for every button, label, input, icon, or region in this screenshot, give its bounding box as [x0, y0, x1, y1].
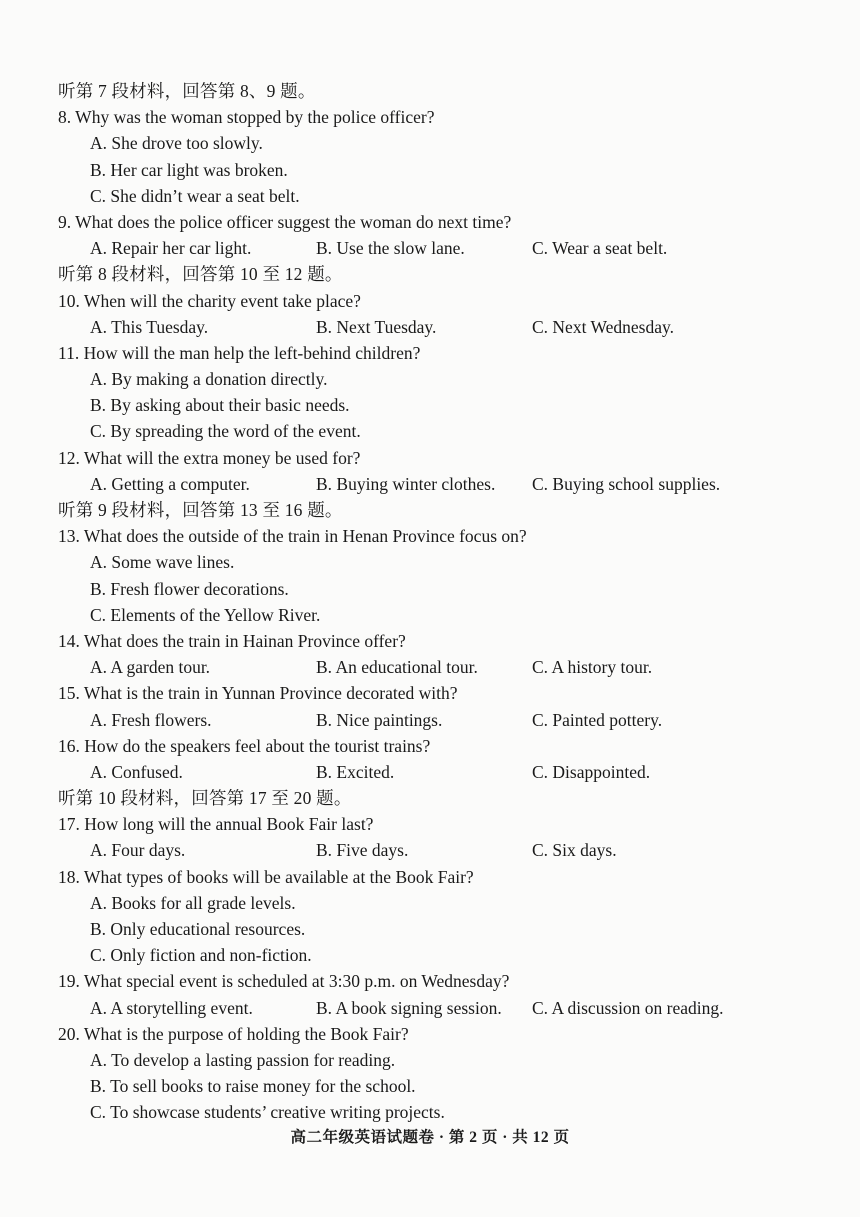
page-footer: 高二年级英语试题卷 · 第 2 页 · 共 12 页 [290, 1129, 570, 1146]
option-c: C. Next Wednesday. [532, 316, 674, 337]
option-c: C. A history tour. [532, 657, 653, 678]
option-c: C. Six days. [532, 840, 617, 861]
question-stem: 17. How long will the annual Book Fair last? [58, 814, 374, 835]
option-b: B. Use the slow lane. [316, 238, 465, 259]
options-row [58, 837, 820, 863]
option-a: A. Confused. [90, 761, 183, 782]
option-c: C. By spreading the word of the event. [90, 421, 361, 442]
option-c: C. Painted pottery. [532, 709, 663, 730]
section-header: 听第 9 段材料，回答第 13 至 16 题。 [58, 500, 343, 520]
option-a: A. A storytelling event. [90, 997, 253, 1018]
option-b: B. Next Tuesday. [316, 316, 437, 337]
question-stem: 11. How will the man help the left-behind children? [58, 342, 421, 363]
option-a: A. A garden tour. [90, 657, 211, 678]
option-b: B. Nice paintings. [316, 709, 443, 730]
option-a: A. Fresh flowers. [90, 709, 212, 730]
options-row [58, 471, 820, 497]
option-b: B. Fresh flower decorations. [90, 578, 289, 599]
option-b: B. To sell books to raise money for the school. [90, 1076, 416, 1097]
section-header: 听第 8 段材料，回答第 10 至 12 题。 [58, 264, 343, 285]
option-b: B. Five days. [316, 840, 409, 861]
question-stem: 12. What will the extra money be used for? [58, 447, 361, 468]
section-header: 听第 10 段材料，回答第 17 至 20 题。 [58, 788, 352, 809]
options-row [58, 654, 820, 680]
option-a: A. She drove too slowly. [90, 133, 263, 154]
option-a: A. Four days. [90, 840, 186, 861]
question-stem: 15. What is the train in Yunnan Province decorated with? [58, 683, 458, 704]
option-a: A. To develop a lasting passion for reading. [90, 1049, 396, 1070]
option-b: B. An educational tour. [316, 657, 478, 678]
options-row [58, 235, 820, 261]
option-c: C. Only fiction and non-fiction. [90, 945, 312, 966]
options-row [58, 707, 820, 733]
option-a: A. Repair her car light. [90, 238, 252, 259]
question-stem: 13. What does the outside of the train in Henan Province focus on? [58, 526, 527, 547]
option-c: C. To showcase students’ creative writing projects. [90, 1102, 445, 1123]
option-b: B. Excited. [316, 761, 395, 782]
section-header: 听第 7 段材料，回答第 8、9 题。 [58, 81, 316, 101]
option-a: A. By making a donation directly. [90, 369, 328, 390]
question-stem: 20. What is the purpose of holding the Book Fair? [58, 1023, 409, 1044]
options-row [58, 759, 820, 785]
option-b: B. Her car light was broken. [90, 159, 288, 180]
option-b: B. Only educational resources. [90, 919, 306, 939]
option-a: A. Books for all grade levels. [90, 892, 296, 913]
option-c: C. Elements of the Yellow River. [90, 604, 321, 625]
question-stem: 19. What special event is scheduled at 3:30 p.m. on Wednesday? [58, 971, 510, 992]
option-a: A. This Tuesday. [90, 316, 209, 337]
option-a: A. Some wave lines. [90, 552, 235, 573]
question-stem: 10. When will the charity event take place? [58, 290, 361, 311]
option-a: A. Getting a computer. [90, 473, 250, 494]
listening-questions [58, 78, 820, 1126]
options-row [58, 314, 820, 340]
question-stem: 8. Why was the woman stopped by the police officer? [58, 107, 435, 128]
question-stem: 18. What types of books will be available at the Book Fair? [58, 866, 474, 887]
option-c: C. Wear a seat belt. [532, 238, 668, 259]
question-stem: 16. How do the speakers feel about the tourist trains? [58, 735, 431, 756]
question-stem: 14. What does the train in Hainan Province offer? [58, 630, 406, 651]
option-b: B. A book signing session. [316, 997, 502, 1018]
option-c: C. Buying school supplies. [532, 473, 721, 494]
option-b: B. Buying winter clothes. [316, 473, 496, 494]
option-c: C. She didn’t wear a seat belt. [90, 185, 300, 206]
option-c: C. A discussion on reading. [532, 997, 724, 1018]
question-stem: 9. What does the police officer suggest the woman do next time? [58, 211, 512, 232]
option-b: B. By asking about their basic needs. [90, 395, 350, 416]
option-c: C. Disappointed. [532, 761, 651, 782]
options-row [58, 995, 820, 1021]
